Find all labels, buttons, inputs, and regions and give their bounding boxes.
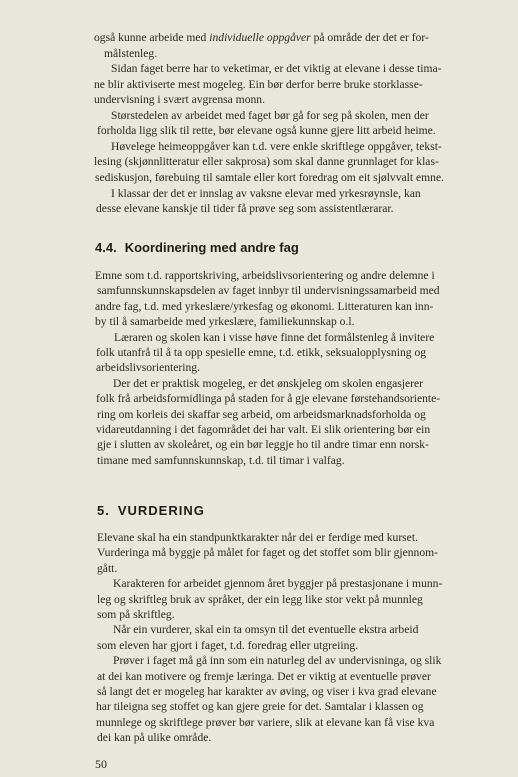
section-heading-4-4 [95, 240, 299, 255]
text-segment: samfunnskunnskapsdelen av faget innbyr til undervisningssamarbeid med [97, 284, 440, 298]
text-segment: også kunne arbeide med [94, 31, 210, 44]
text-line [96, 360, 518, 375]
text-segment: sediskusjon, førebuing til samtale eller kort foredrag om eit sjølvvalt emne. [95, 170, 445, 184]
text-segment: Emne som t.d. rapportskriving, arbeidslivsorientering og andre delemne i [95, 269, 435, 282]
emphasis-text: individuelle oppgåver [209, 31, 311, 44]
text-segment: Prøver i faget må gå inn som ein naturleg del av undervisninga, og slik [113, 654, 442, 668]
section-number: 5. [97, 503, 110, 518]
text-line [96, 201, 518, 216]
text-segment: som på skriftleg. [97, 608, 175, 621]
text-segment: gje i slutten av skoleåret, og ein bør leggje ho til andre timar enn norsk- [97, 438, 429, 452]
text-line [111, 186, 518, 201]
text-line [97, 123, 518, 138]
text-segment: har tileigna seg stoffet og kan gjere greie for det. Samtalar i klassen og [96, 700, 424, 714]
text-segment: Sidan faget berre har to veketimar, er det viktig at elevane i desse tima- [111, 62, 442, 76]
text-line [97, 561, 518, 576]
text-segment: dei kan på ulike område. [97, 731, 212, 745]
section-number: 4.4. [95, 240, 117, 255]
text-line [97, 283, 518, 298]
text-line [96, 391, 518, 406]
section-heading-5 [97, 503, 205, 518]
text-line [114, 330, 518, 345]
text-segment: Størstedelen av arbeidet med faget bør gå for seg på skolen, men der [111, 108, 429, 122]
text-segment: Høvelege heimeoppgåver kan t.d. vere enkle skriftlege oppgåver, tekst- [111, 139, 442, 153]
text-segment: ne blir aktiviserte mest mogeleg. Ein bør derfor berre bruke storklasse- [94, 77, 423, 91]
text-segment: Vurderinga må byggje på målet for faget og det stoffet som blir gjennom- [97, 546, 439, 560]
text-line [97, 545, 518, 560]
text-line [94, 30, 518, 45]
text-segment: Læraren og skolen kan i visse høve finne det formålstenleg å invitere [114, 330, 435, 344]
text-line [97, 607, 518, 622]
text-line [111, 61, 518, 76]
text-line [97, 437, 518, 452]
text-line [97, 530, 518, 545]
text-segment: munnlege og skriftlege prøver bør variere, slik at elevane kan få vise kva [96, 715, 435, 729]
text-segment: arbeidslivsorientering. [96, 361, 200, 375]
text-line [97, 592, 518, 607]
text-line [97, 638, 518, 653]
text-line [96, 422, 518, 437]
text-line [111, 108, 518, 123]
text-line [95, 170, 518, 185]
text-segment: på område der det er for- [310, 31, 429, 44]
text-segment: gått. [97, 561, 118, 575]
text-segment: målstenleg. [104, 46, 158, 60]
text-line [97, 669, 518, 684]
text-segment: som eleven har gjort i faget, t.d. foredrag eller utgreiing. [97, 638, 359, 652]
text-segment: Der det er praktisk mogeleg, er det ønskjeleg om skolen engasjerer [113, 376, 424, 390]
text-segment: ring om korleis dei skaffar seg arbeid, om arbeidsmarknadsforholda og [97, 407, 426, 421]
text-segment: vidareutdanning i det fagområdet dei har valt. Ei slik orientering bør ein [96, 423, 431, 436]
text-segment: Elevane skal ha ein standpunktkarakter når dei er ferdige med kurset. [97, 531, 418, 544]
text-segment: folk utanfrå til å ta opp spesielle emne, t.d. etikk, seksualopplysning og [96, 346, 427, 359]
text-line [97, 453, 518, 468]
text-segment: undervisning i svært avgrensa monn. [94, 93, 265, 107]
text-line [113, 653, 518, 668]
text-line [113, 622, 518, 637]
text-line [96, 345, 518, 360]
text-segment: lesing (skjønnlitteratur eller sakprosa) som skal danne grunnlaget for klas- [94, 155, 439, 169]
text-segment: at dei kan motivere og fremje læringa. Det er viktig at eventuelle prøver [97, 669, 431, 683]
text-line [95, 268, 518, 283]
text-line [97, 684, 518, 699]
text-line [96, 699, 518, 714]
text-line [96, 715, 518, 730]
text-line [113, 576, 518, 591]
section-title: VURDERING [117, 503, 205, 518]
text-line [104, 46, 518, 61]
text-line [95, 299, 518, 314]
page-number: 50 [95, 757, 107, 771]
text-segment: timane med samfunnskunnskap, t.d. til timar i valfag. [97, 453, 345, 467]
text-segment: forholda ligg slik til rette, bør elevane også kunne gjere litt arbeid heime. [97, 124, 436, 138]
text-segment: desse elevane kanskje til tider få prøve seg som assistentlærarar. [96, 202, 394, 216]
section-title: Koordinering med andre fag [124, 240, 299, 255]
text-segment: så langt det er mogeleg har karakter av øving, og viser i kva grad elevane [97, 685, 437, 698]
text-line [111, 139, 518, 154]
text-line [94, 92, 518, 107]
text-line [94, 154, 518, 169]
text-segment: leg og skriftleg bruk av språket, der ein legg like stor vekt på munnleg [97, 592, 423, 606]
text-segment: folk frå arbeidsformidlinga på staden for å gje elevane førstehandsoriente- [96, 392, 441, 406]
text-line [95, 314, 518, 329]
text-line [97, 407, 518, 422]
text-segment: by til å samarbeide med yrkeslære, familiekunnskap o.l. [95, 315, 355, 329]
text-line [113, 376, 518, 391]
text-segment: Når ein vurderer, skal ein ta omsyn til det eventuelle ekstra arbeid [113, 623, 419, 637]
text-line [94, 77, 518, 92]
text-segment: andre fag, t.d. med yrkeslære/yrkesfag og økonomi. Litteraturen kan inn- [95, 299, 434, 313]
text-segment: Karakteren for arbeidet gjennom året byggjer på prestasjonane i munn- [113, 577, 443, 591]
text-segment: I klassar der det er innslag av vaksne elevar med yrkesrøynsle, kan [111, 186, 421, 200]
text-line [97, 730, 518, 745]
